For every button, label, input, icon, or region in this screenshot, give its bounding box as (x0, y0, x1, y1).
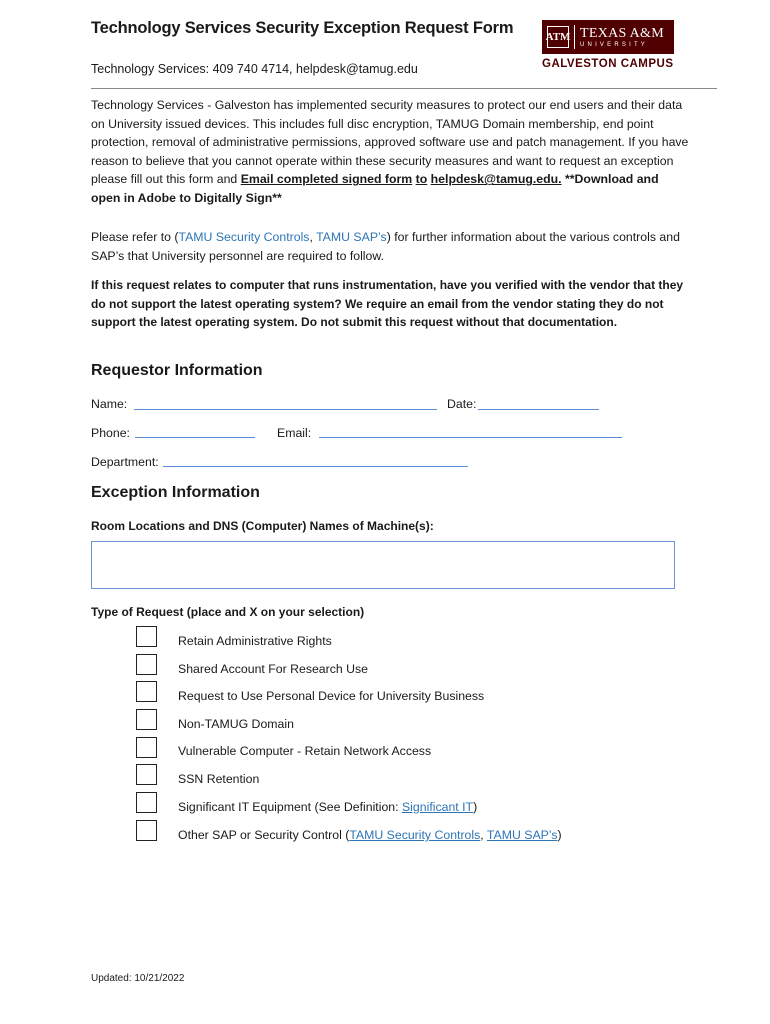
checkbox-retain-admin[interactable] (136, 626, 157, 647)
checkbox-non-tamug-domain[interactable] (136, 709, 157, 730)
checkbox-personal-device[interactable] (136, 681, 157, 702)
logo-name: TEXAS A&M (580, 25, 664, 41)
other-post: ) (557, 828, 562, 842)
requestor-heading: Requestor Information (91, 362, 263, 379)
option-vulnerable-computer: Vulnerable Computer - Retain Network Access (178, 744, 432, 758)
option-retain-admin: Retain Administrative Rights (178, 634, 332, 648)
logo-text (580, 26, 664, 49)
email-label: Email: (277, 426, 312, 440)
refer-sep: , (309, 230, 317, 244)
contact-info: Technology Services: 409 740 4714, helpdesk@tamug.edu (91, 62, 418, 76)
updated-date: Updated: 10/21/2022 (91, 973, 185, 984)
exception-heading: Exception Information (91, 484, 260, 501)
helpdesk-link[interactable]: helpdesk@tamug.edu. (430, 172, 562, 187)
logo-divider (574, 25, 575, 49)
refer-paragraph (91, 228, 691, 265)
logo-campus: GALVESTON CAMPUS (542, 58, 674, 70)
other-sep: , (480, 828, 487, 842)
option-personal-device: Request to Use Personal Device for University Business (178, 689, 485, 703)
vendor-note: If this request relates to computer that runs instrumentation, have you verified with the vendor that they do not support the latest operating system? We require an email from the vendor stating they do not support the latest operating system. Do not submit this request without that documentation. (91, 278, 684, 330)
significant-pre: Significant IT Equipment (See Definition: (178, 800, 402, 814)
other-pre: Other SAP or Security Control ( (178, 828, 350, 842)
logo-university: UNIVERSITY (580, 41, 649, 48)
request-type-label: Type of Request (place and X on your selection) (91, 605, 365, 619)
download-note: **Download and open in Adobe to Digitally Sign** (91, 172, 659, 205)
machines-input[interactable] (91, 541, 675, 589)
checkbox-ssn-retention[interactable] (136, 764, 157, 785)
email-form-link[interactable]: Email completed signed form (240, 172, 413, 187)
other-security-controls-link[interactable]: TAMU Security Controls (349, 828, 481, 842)
refer-pre: Please refer to ( (91, 230, 179, 244)
phone-field[interactable] (135, 437, 255, 438)
option-shared-account: Shared Account For Research Use (178, 662, 369, 676)
option-ssn-retention: SSN Retention (178, 772, 260, 786)
tamu-saps-link[interactable]: TAMU SAP’s (316, 230, 387, 244)
intro-paragraph (91, 96, 691, 208)
department-field[interactable] (163, 466, 468, 467)
header-divider (91, 88, 717, 89)
refer-post: ) for further information about the various controls and SAP’s that University personnel are required to follow. (91, 230, 680, 263)
option-significant-it (178, 800, 477, 814)
name-field[interactable] (134, 409, 437, 410)
university-logo (542, 20, 674, 54)
checkbox-other-sap[interactable] (136, 820, 157, 841)
significant-post: ) (473, 800, 478, 814)
phone-label: Phone: (91, 426, 130, 440)
date-label: Date: (447, 397, 477, 411)
other-saps-link[interactable]: TAMU SAP’s (486, 828, 558, 842)
page-title: Technology Services Security Exception Request Form (91, 19, 514, 37)
significant-it-link[interactable]: Significant IT (401, 800, 474, 814)
intro-text: Technology Services - Galveston has implemented security measures to protect our end users and their data on University issued devices. This includes full disc encryption, TAMUG Domain membership, end point protection, removal of administrative permissions, approved software use and patch management. If you have reason to believe that you cannot operate within these security measures and want to request an exception please fill out this form and (91, 98, 689, 187)
atm-logo-icon: ATM (547, 26, 569, 48)
machines-label: Room Locations and DNS (Computer) Names of Machine(s): (91, 519, 434, 533)
department-label: Department: (91, 455, 159, 469)
date-field[interactable] (478, 409, 599, 410)
option-other-sap (178, 828, 562, 842)
checkbox-shared-account[interactable] (136, 654, 157, 675)
checkbox-vulnerable-computer[interactable] (136, 737, 157, 758)
email-field[interactable] (319, 437, 622, 438)
name-label: Name: (91, 397, 128, 411)
checkbox-significant-it[interactable] (136, 792, 157, 813)
option-non-tamug-domain: Non-TAMUG Domain (178, 717, 294, 731)
tamu-security-controls-link[interactable]: TAMU Security Controls (178, 230, 310, 244)
to-link[interactable]: to (415, 172, 428, 187)
